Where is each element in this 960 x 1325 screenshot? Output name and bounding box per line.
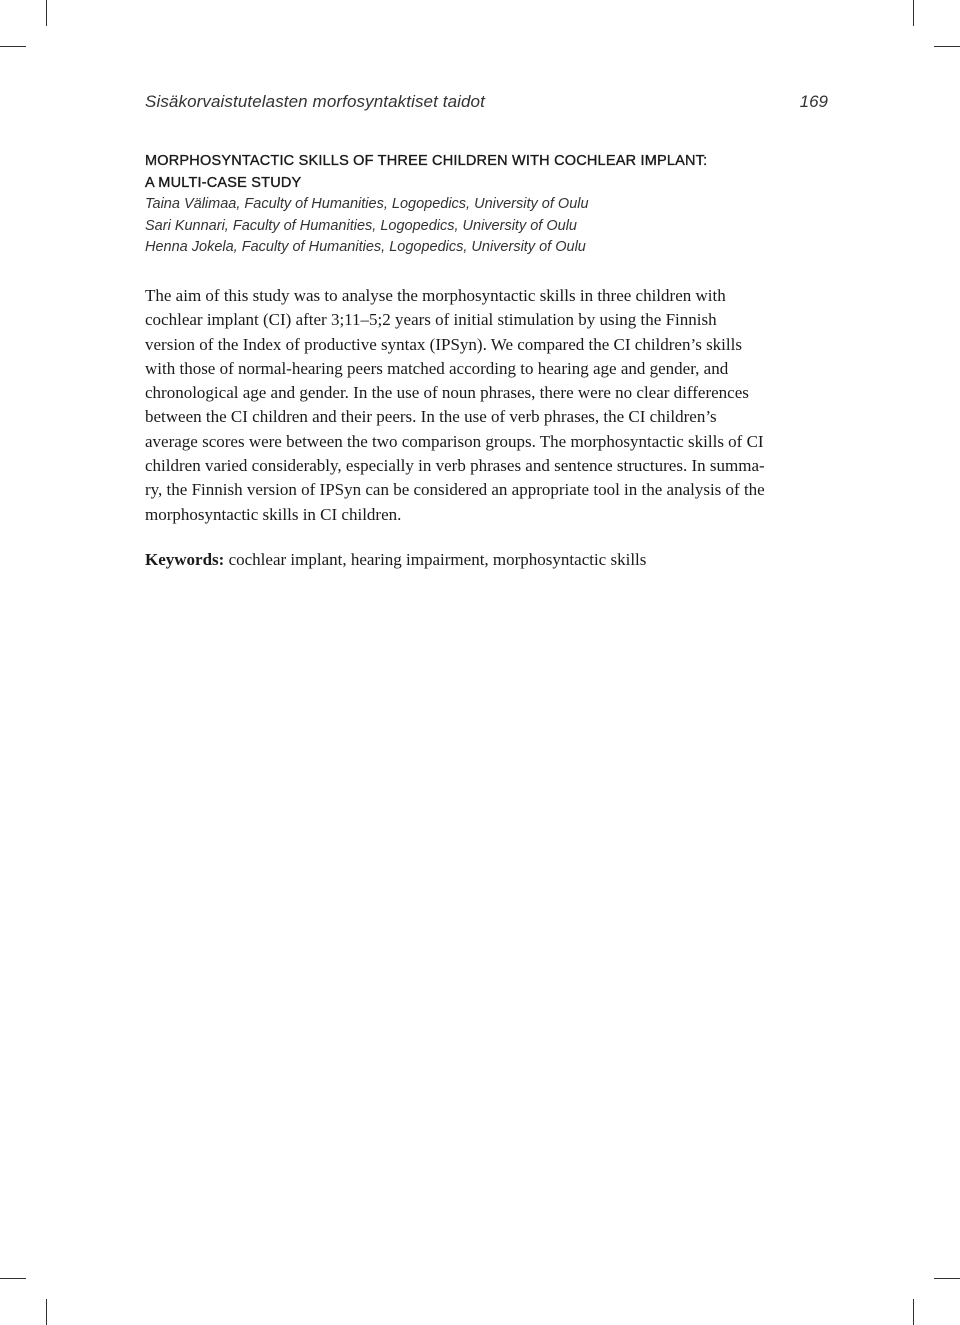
abstract-line: ry, the Finnish version of IPSyn can be considered an appropriate tool in the analysis of the bbox=[145, 480, 765, 500]
crop-mark-top-right-horizontal bbox=[934, 46, 960, 47]
page-number: 169 bbox=[799, 92, 828, 111]
author-line-1: Taina Välimaa, Faculty of Humanities, Logopedics, University of Oulu bbox=[145, 196, 589, 212]
abstract-line: between the CI children and their peers. In the use of verb phrases, the CI children’s bbox=[145, 407, 717, 427]
keywords-line bbox=[145, 548, 646, 572]
crop-mark-bottom-left bbox=[46, 1299, 47, 1325]
crop-mark-top-left-horizontal bbox=[0, 46, 26, 47]
abstract-line: cochlear implant (CI) after 3;11–5;2 years of initial stimulation by using the Finnish bbox=[145, 310, 717, 330]
crop-mark-bottom-right bbox=[913, 1299, 914, 1325]
author-line-3: Henna Jokela, Faculty of Humanities, Logopedics, University of Oulu bbox=[145, 239, 586, 255]
abstract-line: with those of normal-hearing peers matched according to hearing age and gender, and bbox=[145, 358, 729, 378]
abstract-line: morphosyntactic skills in CI children. bbox=[145, 504, 402, 524]
abstract-paragraph bbox=[145, 284, 785, 527]
keywords-label: Keywords: bbox=[145, 550, 225, 569]
abstract-line: children varied considerably, especially in verb phrases and sentence structures. In summa- bbox=[145, 456, 765, 476]
author-line-2: Sari Kunnari, Faculty of Humanities, Logopedics, University of Oulu bbox=[145, 217, 577, 234]
crop-mark-bottom-left-horizontal bbox=[0, 1278, 26, 1279]
crop-mark-top-right bbox=[913, 0, 914, 26]
crop-mark-bottom-right-horizontal bbox=[934, 1278, 960, 1279]
abstract-line: chronological age and gender. In the use of noun phrases, there were no clear differences bbox=[145, 383, 749, 403]
abstract-line: The aim of this study was to analyse the morphosyntactic skills in three children with bbox=[145, 286, 726, 305]
article-heading bbox=[145, 150, 825, 259]
article-title-line-1: MORPHOSYNTACTIC SKILLS OF THREE CHILDREN WITH COCHLEAR IMPLANT: bbox=[145, 153, 708, 169]
crop-mark-top-left bbox=[46, 0, 47, 26]
running-head: Sisäkorvaistutelasten morfosyntaktiset taidot bbox=[145, 92, 485, 111]
article-title-line-2: A MULTI-CASE STUDY bbox=[145, 175, 302, 191]
abstract-line: average scores were between the two comparison groups. The morphosyntactic skills of CI bbox=[145, 431, 764, 451]
keywords-text: cochlear implant, hearing impairment, morphosyntactic skills bbox=[224, 550, 647, 569]
abstract-line: version of the Index of productive syntax (IPSyn). We compared the CI children’s skills bbox=[145, 334, 742, 354]
